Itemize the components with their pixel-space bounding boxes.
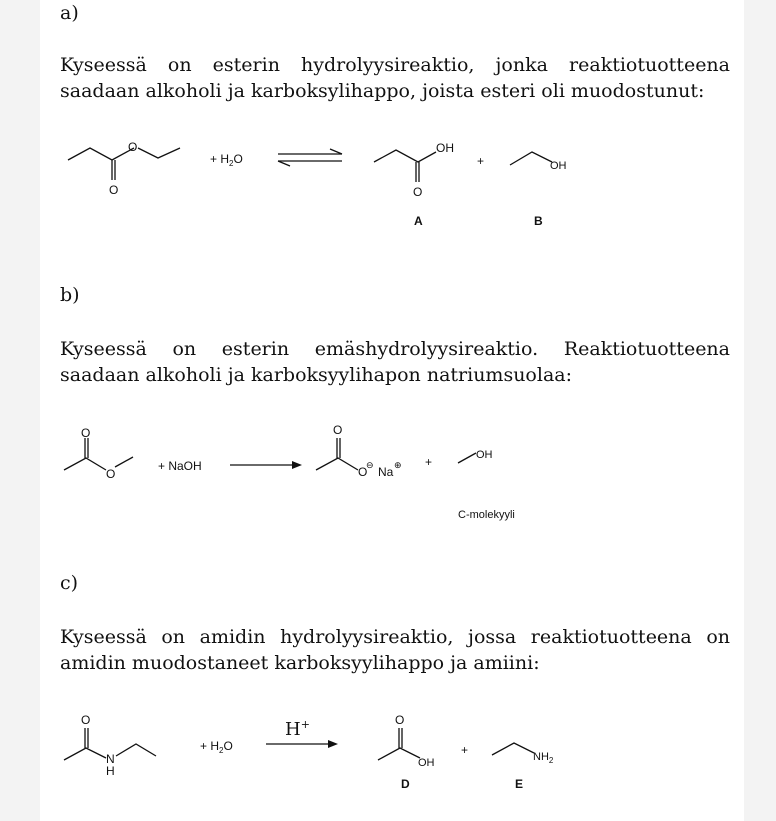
document-page [40, 0, 744, 821]
acid-oh-a: OH [436, 141, 454, 155]
product-label-d: D [401, 777, 410, 791]
amine-nh2: $NH_2$ [533, 751, 554, 765]
section-text-a: Kyseessä on esterin hydrolyysireaktio, jonka reaktiotuotteena saadaan alkoholi ja karboksylihappo, joista esteri oli muodostunut: [60, 54, 730, 102]
amide-chain-c [64, 748, 106, 760]
reagent-water-a: + $H_2O$ [210, 152, 243, 168]
molecule-caption-c: C-molekyyli [458, 509, 515, 521]
ester-o-ring: O [128, 140, 138, 154]
acid-chain-d [378, 748, 420, 760]
amide-h: H [106, 764, 115, 778]
section-label-c: c) [60, 572, 79, 594]
reagent-naoh: + NaOH [158, 459, 202, 473]
salt-na: Na [378, 465, 394, 479]
amide-o: O [81, 713, 91, 727]
section-label-b: b) [60, 284, 80, 306]
reaction-arrowhead-c [328, 740, 338, 748]
plus-sign-a: + [477, 154, 485, 168]
alcohol-oh-b: OH [550, 160, 567, 172]
salt-o-top: O [333, 423, 343, 437]
section-text-b: Kyseessä on esterin emäshydrolyysireaktio. Reaktiotuotteena saadaan alkoholi ja karboksyylihapon natriumsuolaa: [60, 338, 730, 386]
product-label-a: A [414, 214, 423, 228]
acid-d-o: O [395, 713, 405, 727]
reagent-water-c: + $H_2O$ [200, 739, 233, 755]
salt-plus: ⊕ [394, 460, 402, 470]
alcohol-oh-c: OH [476, 449, 493, 461]
plus-sign-b: + [425, 455, 433, 469]
salt-minus: ⊖ [366, 460, 374, 470]
acid-d-oh: OH [418, 757, 435, 769]
ester-b-o-chain: O [106, 467, 116, 481]
plus-sign-c: + [461, 743, 469, 757]
section-label-a: a) [60, 2, 79, 24]
product-label-e: E [515, 777, 524, 791]
ester-b-o-top: O [81, 426, 91, 440]
reaction-scheme-c [40, 0, 744, 821]
catalyst-h-plus: H+ [285, 718, 310, 740]
amine-chain-e [492, 743, 534, 755]
salt-o: O [358, 465, 368, 479]
ester-o-carbonyl: O [109, 183, 119, 197]
amide-ethyl [116, 744, 156, 756]
amide-n: N [106, 752, 115, 766]
product-label-b: B [534, 214, 543, 228]
acid-o-a: O [413, 185, 423, 199]
section-text-c: Kyseessä on amidin hydrolyysireaktio, jossa reaktiotuotteena on amidin muodostaneet karboksyylihappo ja amiini: [60, 626, 730, 674]
